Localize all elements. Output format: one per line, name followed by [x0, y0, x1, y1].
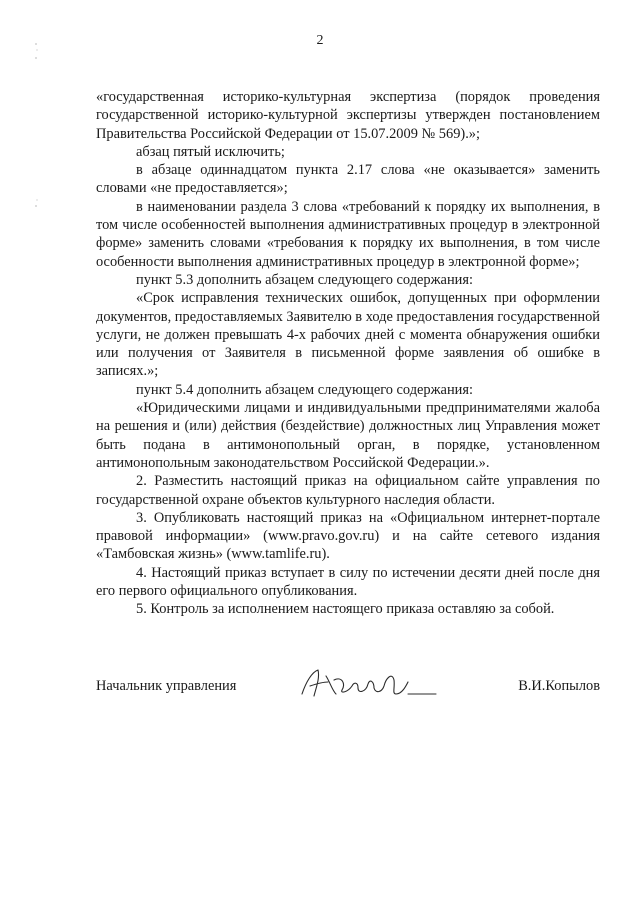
paragraph-amendment: в наименовании раздела 3 слова «требований к порядку их выполнения, в том числе особенностей выполнения административных процедур в электронной форме» заменить словами «требования к порядку их выполнения, в том числе особенности выполнения административных процедур в электронной форме»;: [96, 198, 600, 270]
paragraph-quote: «Юридическими лицами и индивидуальными предпринимателями жалоба на решения и (или) действия (бездействие) должностных лиц Управления может быть подана в антимонопольный орган, в порядке, установленном антимонопольным законодательством Российской Федерации.».: [96, 400, 600, 471]
paragraph-definition: «государственная историко-культурная экспертиза (порядок проведения государственной историко-культурной экспертизы утвержден постановлением Правительства Российской Федерации от 15.07.2009 № 569).»;: [96, 89, 600, 142]
paragraph-item: 5. Контроль за исполнением настоящего приказа оставляю за собой.: [136, 601, 555, 618]
paragraph-amendment: в абзаце одиннадцатом пункта 2.17 слова «не оказывается» заменить словами «не предоставляется»;: [96, 162, 600, 197]
scan-margin-marks: [34, 40, 40, 240]
signatory-name: В.И.Копылов: [518, 678, 600, 694]
paragraph-amendment: пункт 5.4 дополнить абзацем следующего содержания:: [136, 381, 473, 398]
paragraph-item: 4. Настоящий приказ вступает в силу по истечении десяти дней после дня его первого официального опубликования.: [96, 564, 600, 600]
paragraph-quote: «Срок исправления технических ошибок, допущенных при оформлении документов, предоставляемых Заявителю в ходе предоставления государственной услуги, не должен превышать 4-х рабочих дней с момента обнаружения ошибки или получения от Заявителя в письменной форме заявления об ошибке в записях.»;: [96, 290, 600, 380]
document-body: [96, 88, 600, 619]
paragraph-amendment: пункт 5.3 дополнить абзацем следующего содержания:: [136, 271, 473, 288]
signature-block: [96, 672, 600, 702]
signatory-title: Начальник управления: [96, 678, 237, 694]
paragraph-amendment: абзац пятый исключить;: [136, 143, 285, 160]
handwritten-signature: [296, 664, 446, 704]
page-number: 2: [316, 33, 324, 48]
paragraph-item: 3. Опубликовать настоящий приказ на «Официальном интернет-портале правовой информации» (www.pravo.gov.ru) и на сайте сетевого издания «Тамбовская жизнь» (www.tamlife.ru).: [96, 509, 600, 563]
paragraph-item: 2. Разместить настоящий приказ на официальном сайте управления по государственной охране объектов культурного наследия области.: [96, 473, 600, 508]
